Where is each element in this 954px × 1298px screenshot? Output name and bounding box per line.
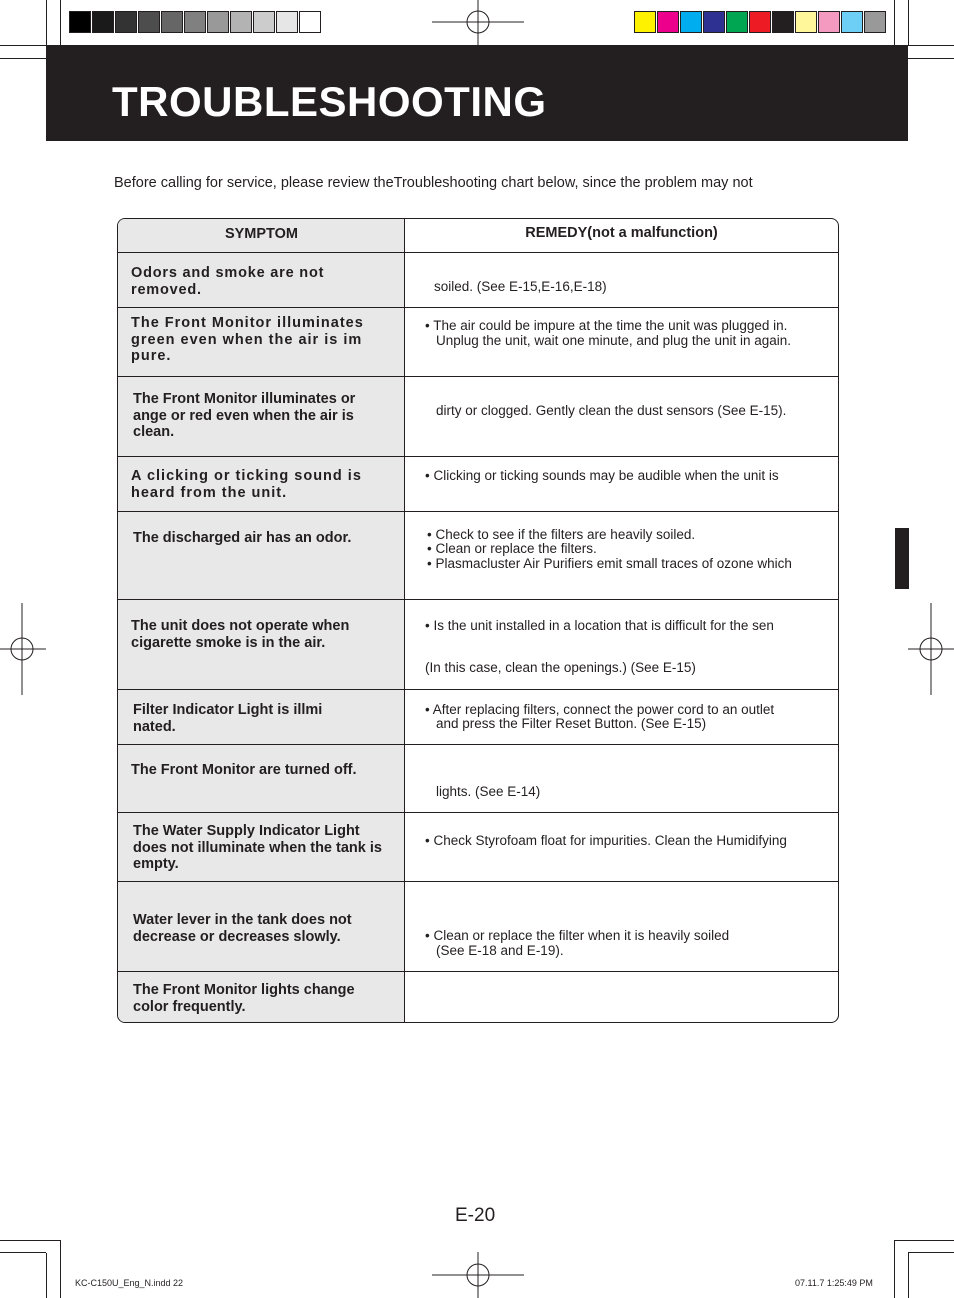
symptom-cell: A clicking or ticking sound is heard from the unit.	[131, 468, 362, 501]
crop-mark-bottom-right-v	[908, 1253, 909, 1298]
crop-mark-top-left-h	[0, 45, 46, 46]
color-swatch	[864, 11, 886, 33]
section-thumb-tab	[895, 528, 909, 589]
row-divider	[118, 812, 838, 813]
symptom-cell: Water lever in the tank does not decrease or decreases slowly.	[133, 912, 352, 945]
color-swatch	[772, 11, 794, 33]
crop-mark-bottom-left-v2	[60, 1240, 61, 1298]
color-swatch	[207, 11, 229, 33]
troubleshooting-table	[117, 218, 839, 1023]
color-swatch	[634, 11, 656, 33]
row-divider	[118, 252, 838, 253]
remedy-line: • Check Styrofoam float for impurities. Clean the Humidifying	[425, 833, 787, 848]
color-swatch	[680, 11, 702, 33]
page-number: E-20	[455, 1205, 496, 1226]
footer-timestamp: 07.11.7 1:25:49 PM	[795, 1278, 873, 1288]
row-divider	[118, 971, 838, 972]
color-swatch	[657, 11, 679, 33]
color-swatch	[184, 11, 206, 33]
page-title: TROUBLESHOOTING	[112, 78, 547, 125]
symptom-cell: The Water Supply Indicator Light does not illuminate when the tank is empty.	[133, 823, 382, 872]
remedy-line: • The air could be impure at the time the unit was plugged in.	[425, 318, 788, 333]
process-color-bar	[634, 11, 887, 33]
remedy-column-header: REMEDY(not a malfunction)	[525, 225, 718, 241]
remedy-line: • Clean or replace the filter when it is heavily soiled	[425, 928, 730, 943]
row-divider	[118, 689, 838, 690]
color-swatch	[253, 11, 275, 33]
remedy-line: • Clean or replace the filters.	[427, 541, 597, 556]
remedy-line: Unplug the unit, wait one minute, and plug the unit in again.	[436, 333, 791, 348]
crop-mark-top-right-h	[908, 45, 954, 46]
symptom-cell: The unit does not operate when cigarette smoke is in the air.	[131, 618, 350, 651]
column-divider	[404, 219, 405, 1022]
crop-mark-top-left-v	[46, 0, 47, 45]
color-swatch	[818, 11, 840, 33]
color-swatch	[69, 11, 91, 33]
symptom-cell: Filter Indicator Light is illmi nated.	[133, 702, 323, 735]
registration-mark-top	[432, 0, 524, 46]
crop-mark-top-right-v	[908, 0, 909, 45]
row-divider	[118, 881, 838, 882]
color-swatch	[92, 11, 114, 33]
color-swatch	[795, 11, 817, 33]
remedy-line: and press the Filter Reset Button. (See E-15)	[436, 716, 707, 731]
row-divider	[118, 511, 838, 512]
symptom-column-header: SYMPTOM	[224, 226, 299, 242]
remedy-line: • After replacing filters, connect the power cord to an outlet	[425, 702, 775, 717]
row-divider	[118, 599, 838, 600]
color-swatch	[299, 11, 321, 33]
remedy-line: lights. (See E-14)	[436, 784, 541, 799]
remedy-line: • Plasmacluster Air Purifiers emit small traces of ozone which	[427, 556, 792, 571]
crop-mark-bottom-left-v	[46, 1253, 47, 1298]
color-swatch	[276, 11, 298, 33]
symptom-cell: The Front Monitor illuminates or ange or red even when the air is clean.	[133, 391, 356, 440]
symptom-cell: The Front Monitor are turned off.	[131, 762, 357, 778]
symptom-cell: The Front Monitor illuminates green even when the air is im pure.	[131, 315, 364, 364]
symptom-cell: The Front Monitor lights change color frequently.	[133, 982, 355, 1015]
symptom-cell: The discharged air has an odor.	[133, 530, 352, 546]
remedy-line: • Clicking or ticking sounds may be audible when the unit is	[425, 468, 779, 483]
color-swatch	[726, 11, 748, 33]
row-divider	[118, 376, 838, 377]
footer-file-name: KC-C150U_Eng_N.indd 22	[75, 1278, 184, 1288]
row-divider	[118, 456, 838, 457]
registration-mark-left	[0, 603, 46, 695]
color-swatch	[138, 11, 160, 33]
remedy-line: dirty or clogged. Gently clean the dust sensors (See E-15).	[436, 403, 787, 418]
row-divider	[118, 307, 838, 308]
color-swatch	[749, 11, 771, 33]
crop-mark-bottom-right-v2	[894, 1240, 895, 1298]
remedy-line: • Check to see if the filters are heavily soiled.	[427, 527, 696, 542]
gray-scale-color-bar	[69, 11, 322, 33]
intro-text: Before calling for service, please review theTroubleshooting chart below, since the problem may not	[114, 175, 753, 191]
color-swatch	[115, 11, 137, 33]
color-swatch	[841, 11, 863, 33]
registration-mark-right	[908, 603, 954, 695]
crop-mark-bottom-left-h	[0, 1252, 46, 1253]
color-swatch	[703, 11, 725, 33]
symptom-cell: Odors and smoke are not removed.	[131, 265, 325, 298]
remedy-line: • Is the unit installed in a location that is difficult for the sen	[425, 618, 774, 633]
color-swatch	[161, 11, 183, 33]
remedy-line: (In this case, clean the openings.) (See E-15)	[425, 660, 696, 675]
crop-mark-bottom-right-h2	[894, 1240, 954, 1241]
crop-mark-bottom-left-h2	[0, 1240, 60, 1241]
crop-mark-bottom-right-h	[908, 1252, 954, 1253]
remedy-line: soiled. (See E-15,E-16,E-18)	[434, 279, 607, 294]
color-swatch	[230, 11, 252, 33]
row-divider	[118, 744, 838, 745]
remedy-line: (See E-18 and E-19).	[436, 943, 564, 958]
registration-mark-bottom	[432, 1252, 524, 1298]
